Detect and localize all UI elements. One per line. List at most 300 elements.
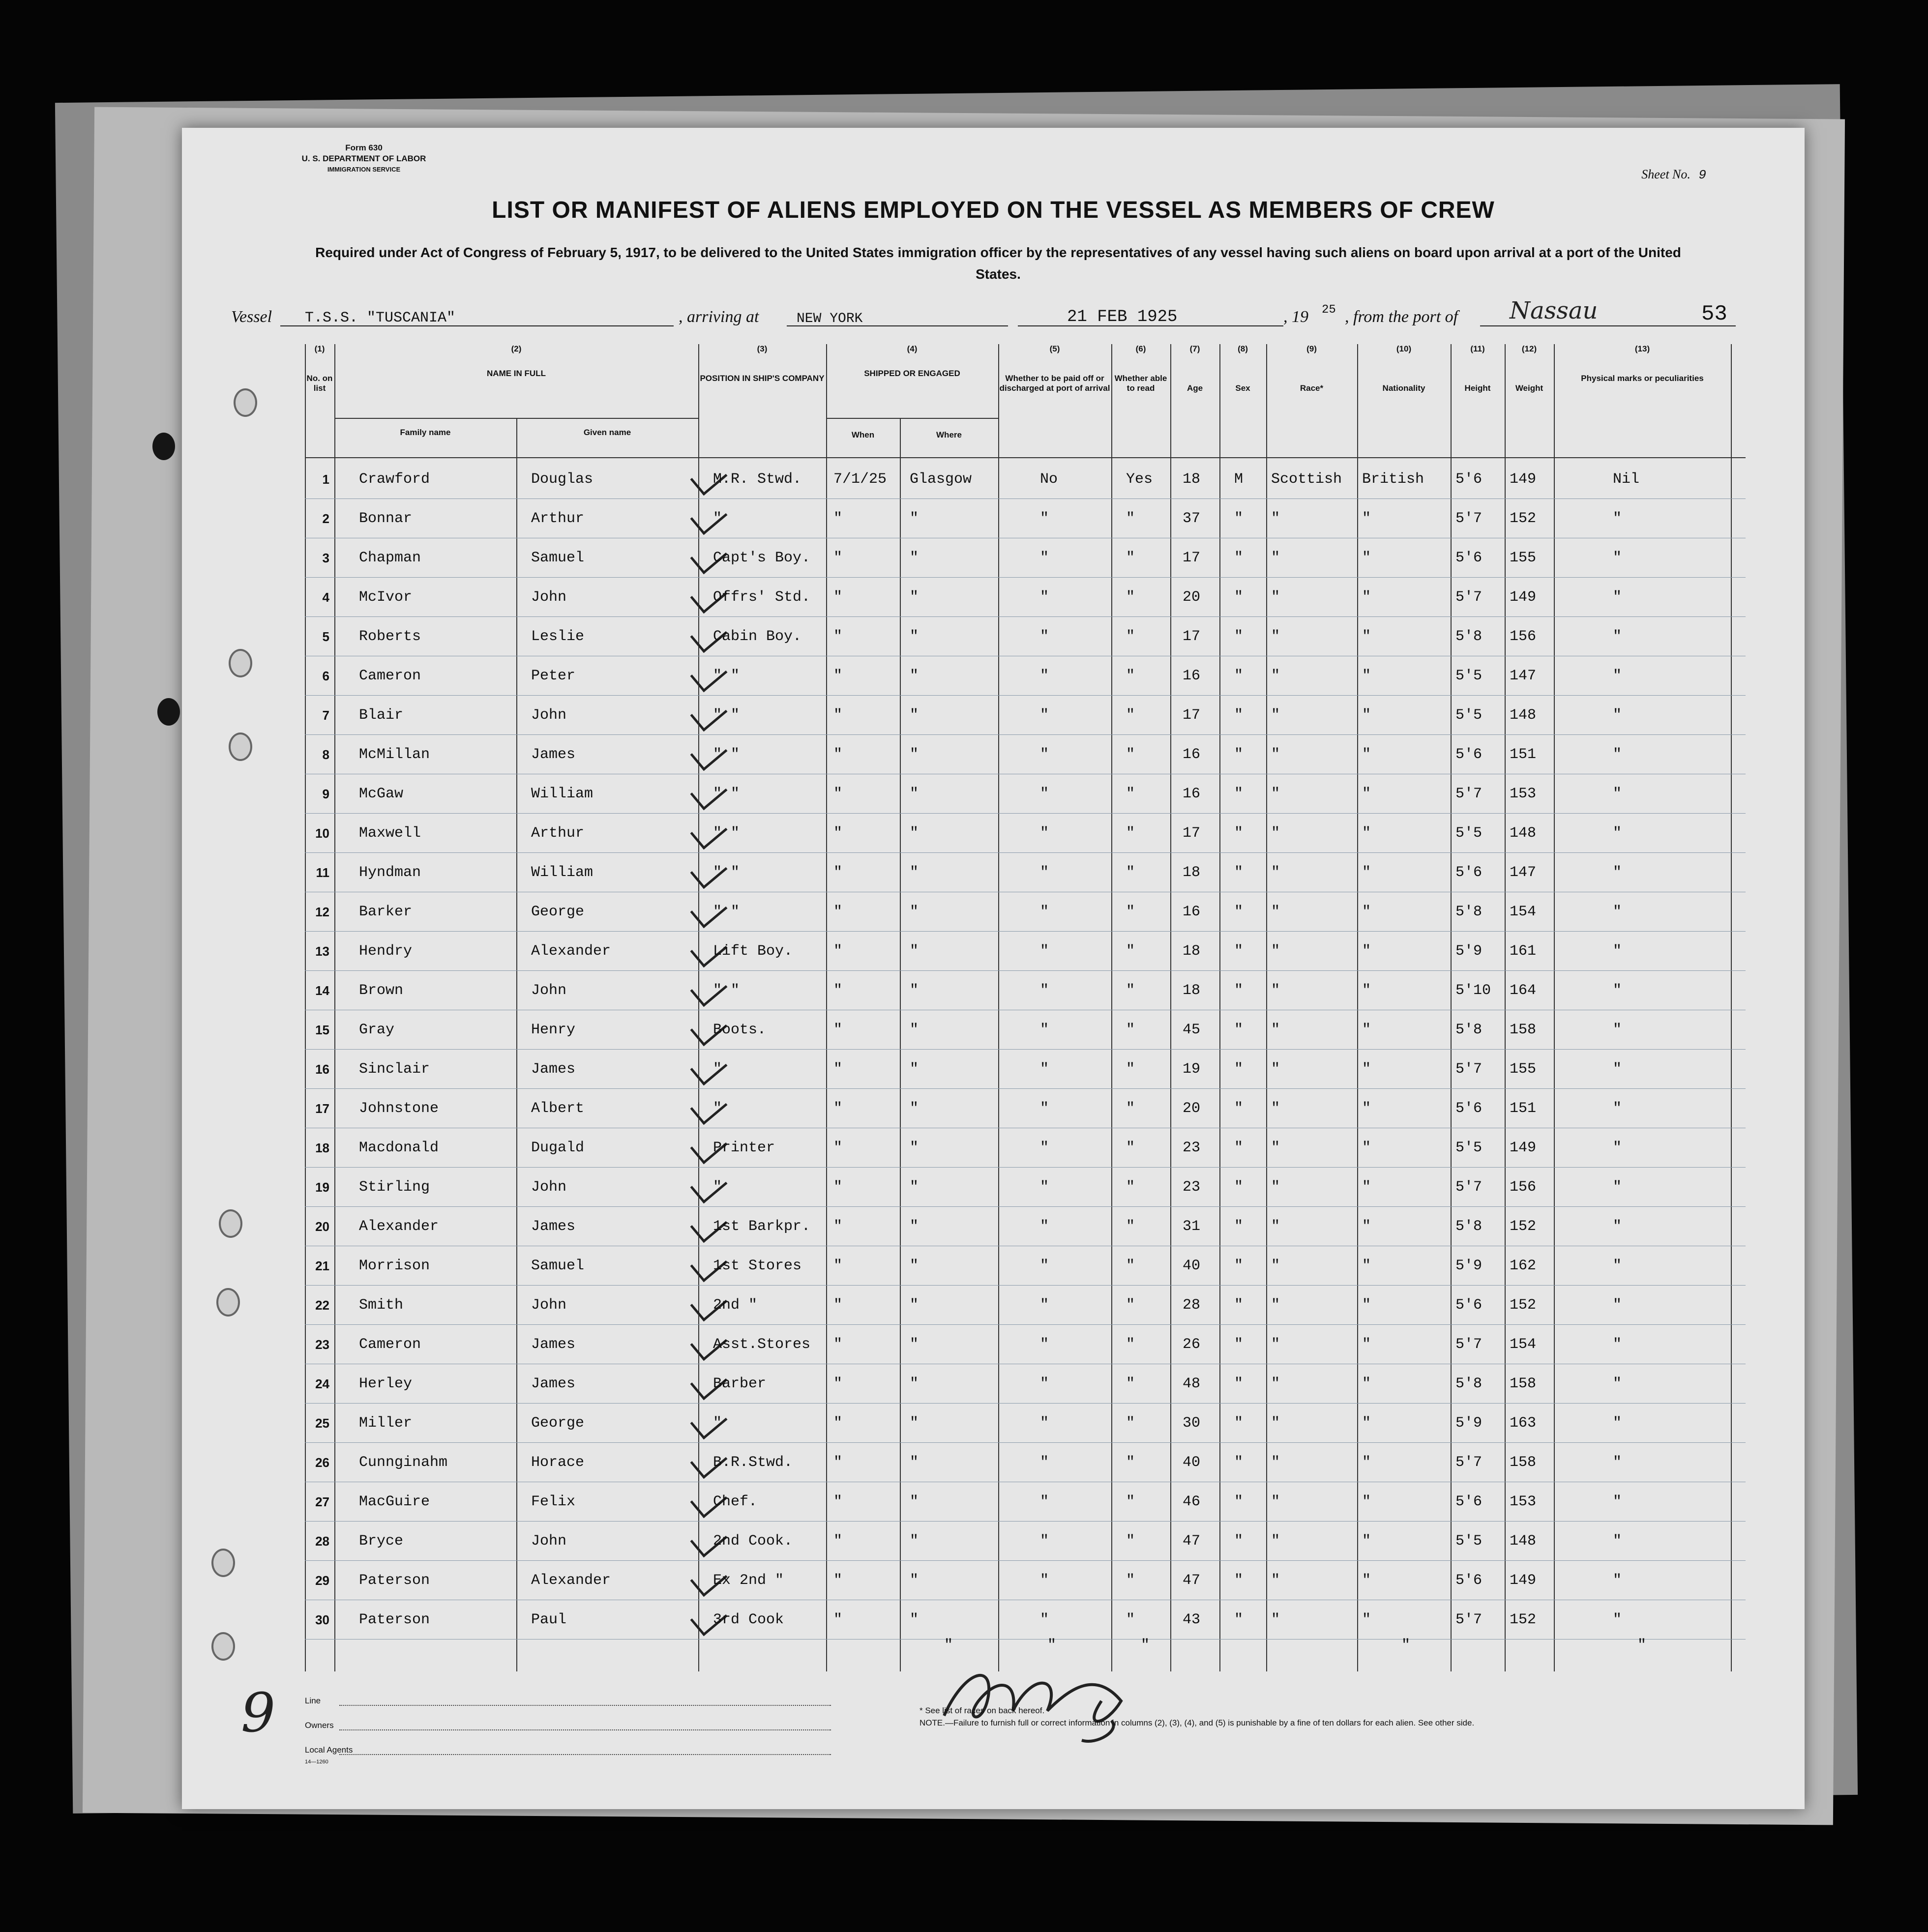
agents-label: Local Agents: [305, 1745, 353, 1755]
shipped-when: ": [833, 1179, 843, 1196]
sex: ": [1234, 1572, 1244, 1589]
paid-off: ": [1040, 1218, 1049, 1235]
weight: 149: [1510, 1140, 1537, 1156]
sex: ": [1234, 1376, 1244, 1392]
weight: 158: [1510, 1454, 1537, 1471]
header-rule: [305, 457, 1746, 458]
sex: ": [1234, 589, 1244, 606]
given-name: Samuel: [531, 550, 585, 566]
able-to-read: ": [1126, 1140, 1135, 1156]
physical-marks: ": [1613, 786, 1622, 802]
given-name: Felix: [531, 1493, 576, 1510]
column-rule: [1111, 344, 1112, 1671]
vessel-name: T.S.S. "TUSCANIA": [305, 310, 456, 326]
shipped-when: ": [833, 1493, 843, 1510]
punch-hole: [229, 649, 252, 677]
weight: 147: [1510, 668, 1537, 684]
age: 31: [1183, 1218, 1201, 1235]
row-number: 18: [315, 1141, 329, 1155]
family-name: MacGuire: [359, 1493, 430, 1510]
shipped-where: ": [910, 982, 919, 999]
shipped-where: ": [910, 1100, 919, 1117]
col-where-header: Where: [936, 430, 962, 439]
nationality: ": [1362, 825, 1371, 842]
family-name: Paterson: [359, 1572, 430, 1589]
weight: 155: [1510, 550, 1537, 566]
given-name: James: [531, 746, 576, 763]
family-name: Hyndman: [359, 864, 421, 881]
nationality: British: [1362, 471, 1424, 488]
shipped-where: ": [910, 1336, 919, 1353]
able-to-read: ": [1126, 1336, 1135, 1353]
nationality: ": [1362, 668, 1371, 684]
family-name: Barker: [359, 904, 413, 920]
family-name: Crawford: [359, 471, 430, 488]
sex: ": [1234, 1061, 1244, 1078]
position: ": [713, 1179, 722, 1196]
nationality: ": [1362, 1533, 1371, 1550]
sex: ": [1234, 1297, 1244, 1314]
physical-marks: ": [1613, 510, 1622, 527]
punch-hole: [229, 732, 252, 761]
height: 5'5: [1455, 1533, 1483, 1550]
nationality: ": [1362, 1179, 1371, 1196]
column-rule: [334, 344, 335, 1671]
age: 16: [1183, 746, 1201, 763]
weight: 148: [1510, 707, 1537, 724]
position: 1st Stores: [713, 1258, 802, 1274]
position: " ": [713, 668, 740, 684]
age: 18: [1183, 471, 1201, 488]
height: 5'7: [1455, 1061, 1483, 1078]
race: ": [1271, 707, 1280, 724]
shipped-when: ": [833, 1061, 843, 1078]
paid-off: ": [1040, 786, 1049, 802]
able-to-read: Yes: [1126, 471, 1153, 488]
paid-off: ": [1040, 1611, 1049, 1628]
weight: 154: [1510, 1336, 1537, 1353]
race: ": [1271, 1218, 1280, 1235]
form-header: [295, 143, 433, 175]
shipped-when: ": [833, 1533, 843, 1550]
given-name: John: [531, 1179, 567, 1196]
shipped-when: ": [833, 786, 843, 802]
physical-marks: ": [1613, 589, 1622, 606]
height: 5'7: [1455, 786, 1483, 802]
physical-marks: ": [1613, 628, 1622, 645]
year-suffix: 25: [1322, 303, 1336, 317]
position: M.R. Stwd.: [713, 471, 802, 488]
sex: ": [1234, 1336, 1244, 1353]
weight: 151: [1510, 1100, 1537, 1117]
race: ": [1271, 550, 1280, 566]
able-to-read: ": [1126, 510, 1135, 527]
shipped-where: ": [910, 707, 919, 724]
family-name: Brown: [359, 982, 404, 999]
checkmark-icon: [690, 1089, 728, 1125]
paid-off: ": [1040, 1415, 1049, 1432]
height: 5'8: [1455, 1218, 1483, 1235]
race: ": [1271, 1533, 1280, 1550]
weight: 154: [1510, 904, 1537, 920]
nationality: ": [1362, 1297, 1371, 1314]
able-to-read: ": [1126, 1179, 1135, 1196]
sex: ": [1234, 668, 1244, 684]
row-number: 25: [315, 1416, 329, 1431]
column-rule: [1505, 344, 1506, 1671]
shipped-where: ": [910, 1218, 919, 1235]
height: 5'7: [1455, 589, 1483, 606]
height: 5'9: [1455, 1258, 1483, 1274]
weight: 163: [1510, 1415, 1537, 1432]
race: ": [1271, 1297, 1280, 1314]
family-name: Miller: [359, 1415, 413, 1432]
page-number: 53: [1701, 302, 1727, 326]
sex: ": [1234, 1140, 1244, 1156]
position: " ": [713, 786, 740, 802]
sheet-label: Sheet No.: [1641, 167, 1691, 181]
able-to-read: ": [1126, 628, 1135, 645]
row-number: 28: [315, 1534, 329, 1549]
from-label: , from the port of: [1345, 308, 1458, 326]
height: 5'6: [1455, 1100, 1483, 1117]
paid-off: ": [1040, 1454, 1049, 1471]
nationality: ": [1362, 1258, 1371, 1274]
underline: [1480, 325, 1736, 326]
weight: 151: [1510, 746, 1537, 763]
given-name: John: [531, 982, 567, 999]
vessel-label: Vessel: [231, 308, 272, 326]
physical-marks: ": [1613, 1258, 1622, 1274]
weight: 156: [1510, 1179, 1537, 1196]
given-name: Dugald: [531, 1140, 585, 1156]
col-weight-header: (12) Weight: [1515, 344, 1543, 393]
given-name: Henry: [531, 1022, 576, 1038]
race: ": [1271, 1179, 1280, 1196]
age: 37: [1183, 510, 1201, 527]
row-rule: [305, 577, 1746, 578]
race: ": [1271, 1376, 1280, 1392]
position: ": [713, 1061, 722, 1078]
physical-marks: Nil: [1613, 471, 1640, 488]
col-when-header: When: [851, 430, 875, 439]
shipped-when: ": [833, 746, 843, 763]
row-rule: [305, 852, 1746, 853]
nationality: ": [1362, 943, 1371, 960]
family-name: Sinclair: [359, 1061, 430, 1078]
physical-marks: ": [1613, 1100, 1622, 1117]
height: 5'6: [1455, 471, 1483, 488]
shipped-when: ": [833, 864, 843, 881]
shipped-where: ": [910, 1297, 919, 1314]
header-rule: [334, 418, 698, 419]
sex: M: [1234, 471, 1244, 488]
physical-marks: ": [1613, 825, 1622, 842]
age: 19: [1183, 1061, 1201, 1078]
arriving-port: NEW YORK: [797, 311, 863, 326]
age: 16: [1183, 786, 1201, 802]
able-to-read: ": [1126, 786, 1135, 802]
weight: 152: [1510, 510, 1537, 527]
given-name: James: [531, 1336, 576, 1353]
given-name: William: [531, 786, 593, 802]
shipped-where: Glasgow: [910, 471, 972, 488]
row-number: 5: [322, 629, 329, 644]
sex: ": [1234, 1100, 1244, 1117]
weight: 156: [1510, 628, 1537, 645]
race: ": [1271, 943, 1280, 960]
physical-marks: ": [1613, 1415, 1622, 1432]
row-rule: [305, 1285, 1746, 1286]
family-name: McGaw: [359, 786, 404, 802]
position: B.R.Stwd.: [713, 1454, 793, 1471]
ditto-mark: ": [944, 1637, 953, 1654]
shipped-where: ": [910, 904, 919, 920]
owners-field: [339, 1729, 831, 1730]
given-name: John: [531, 1297, 567, 1314]
shipped-where: ": [910, 746, 919, 763]
nationality: ": [1362, 864, 1371, 881]
paid-off: ": [1040, 550, 1049, 566]
page-title: LIST OR MANIFEST OF ALIENS EMPLOYED ON THE VESSEL AS MEMBERS OF CREW: [492, 197, 1495, 223]
weight: 161: [1510, 943, 1537, 960]
paid-off: ": [1040, 1258, 1049, 1274]
race: ": [1271, 1611, 1280, 1628]
given-name: Alexander: [531, 1572, 611, 1589]
able-to-read: ": [1126, 589, 1135, 606]
physical-marks: ": [1613, 943, 1622, 960]
physical-marks: ": [1613, 904, 1622, 920]
row-number: 10: [315, 826, 329, 841]
race: ": [1271, 1493, 1280, 1510]
race: ": [1271, 1336, 1280, 1353]
given-name: John: [531, 589, 567, 606]
shipped-when: ": [833, 1376, 843, 1392]
age: 26: [1183, 1336, 1201, 1353]
service: IMMIGRATION SERVICE: [327, 166, 401, 173]
age: 17: [1183, 707, 1201, 724]
row-number: 29: [315, 1573, 329, 1588]
sex: ": [1234, 943, 1244, 960]
column-rule: [900, 418, 901, 1671]
agents-field: [339, 1754, 831, 1755]
physical-marks: ": [1613, 982, 1622, 999]
race: ": [1271, 786, 1280, 802]
family-name: Cameron: [359, 1336, 421, 1353]
given-name: John: [531, 707, 567, 724]
age: 30: [1183, 1415, 1201, 1432]
age: 16: [1183, 668, 1201, 684]
able-to-read: ": [1126, 1533, 1135, 1550]
position: Capt's Boy.: [713, 550, 811, 566]
weight: 153: [1510, 1493, 1537, 1510]
line-label: Line: [305, 1696, 321, 1705]
position: Boots.: [713, 1022, 767, 1038]
checkmark-icon: [690, 1168, 728, 1203]
shipped-where: ": [910, 786, 919, 802]
paid-off: ": [1040, 1376, 1049, 1392]
race: ": [1271, 510, 1280, 527]
shipped-where: ": [910, 1061, 919, 1078]
height: 5'9: [1455, 1415, 1483, 1432]
able-to-read: ": [1126, 904, 1135, 920]
sex: ": [1234, 1611, 1244, 1628]
row-number: 30: [315, 1612, 329, 1627]
able-to-read: ": [1126, 1376, 1135, 1392]
punch-hole: [211, 1632, 235, 1661]
physical-marks: ": [1613, 550, 1622, 566]
sex: ": [1234, 1179, 1244, 1196]
weight: 158: [1510, 1022, 1537, 1038]
given-name: Peter: [531, 668, 576, 684]
department: U. S. DEPARTMENT OF LABOR: [301, 154, 426, 163]
family-name: Morrison: [359, 1258, 430, 1274]
age: 20: [1183, 1100, 1201, 1117]
vessel-line: [231, 297, 1755, 329]
position: " ": [713, 707, 740, 724]
punch-hole: [211, 1549, 235, 1577]
shipped-where: ": [910, 1454, 919, 1471]
position: Chef.: [713, 1493, 758, 1510]
given-name: Douglas: [531, 471, 593, 488]
height: 5'8: [1455, 628, 1483, 645]
height: 5'7: [1455, 510, 1483, 527]
paid-off: ": [1040, 864, 1049, 881]
col-name-header: (2) NAME IN FULL: [487, 344, 546, 378]
paid-off: ": [1040, 668, 1049, 684]
weight: 152: [1510, 1218, 1537, 1235]
shipped-when: ": [833, 1100, 843, 1117]
race: ": [1271, 1140, 1280, 1156]
nationality: ": [1362, 1493, 1371, 1510]
paid-off: ": [1040, 1572, 1049, 1589]
shipped-when: ": [833, 1611, 843, 1628]
position: Ex 2nd ": [713, 1572, 784, 1589]
height: 5'5: [1455, 707, 1483, 724]
column-rule: [516, 418, 517, 1671]
position: 2nd ": [713, 1297, 758, 1314]
age: 45: [1183, 1022, 1201, 1038]
able-to-read: ": [1126, 1022, 1135, 1038]
race: ": [1271, 1415, 1280, 1432]
able-to-read: ": [1126, 746, 1135, 763]
row-rule: [305, 813, 1746, 814]
ditto-mark: ": [1637, 1637, 1647, 1654]
race: ": [1271, 1454, 1280, 1471]
row-rule: [305, 931, 1746, 932]
column-rule: [998, 344, 999, 1671]
height: 5'5: [1455, 1140, 1483, 1156]
column-rule: [1731, 344, 1732, 1671]
sex: ": [1234, 982, 1244, 999]
age: 40: [1183, 1258, 1201, 1274]
age: 47: [1183, 1572, 1201, 1589]
height: 5'7: [1455, 1611, 1483, 1628]
row-number: 14: [315, 983, 329, 998]
row-number: 26: [315, 1455, 329, 1470]
position: " ": [713, 904, 740, 920]
height: 5'7: [1455, 1179, 1483, 1196]
crew-table: [305, 344, 1746, 1671]
age: 16: [1183, 904, 1201, 920]
shipped-when: ": [833, 1297, 843, 1314]
shipped-when: ": [833, 1415, 843, 1432]
paid-off: ": [1040, 1179, 1049, 1196]
height: 5'8: [1455, 1022, 1483, 1038]
paid-off: ": [1040, 510, 1049, 527]
height: 5'6: [1455, 1572, 1483, 1589]
row-number: 27: [315, 1494, 329, 1509]
shipped-when: 7/1/25: [833, 471, 887, 488]
physical-marks: ": [1613, 1297, 1622, 1314]
family-name: Chapman: [359, 550, 421, 566]
race: ": [1271, 589, 1280, 606]
race: ": [1271, 746, 1280, 763]
shipped-where: ": [910, 1179, 919, 1196]
paid-off: No: [1040, 471, 1058, 488]
age: 46: [1183, 1493, 1201, 1510]
nationality: ": [1362, 746, 1371, 763]
family-name: McMillan: [359, 746, 430, 763]
age: 23: [1183, 1140, 1201, 1156]
shipped-where: ": [910, 628, 919, 645]
shipped-where: ": [910, 668, 919, 684]
race: ": [1271, 1258, 1280, 1274]
height: 5'10: [1455, 982, 1491, 999]
race: ": [1271, 864, 1280, 881]
punch-hole: [219, 1209, 242, 1238]
column-rule: [1554, 344, 1555, 1671]
row-rule: [305, 498, 1746, 499]
punch-hole: [234, 388, 257, 417]
sex: ": [1234, 510, 1244, 527]
shipped-where: ": [910, 864, 919, 881]
position: Asst.Stores: [713, 1336, 811, 1353]
nationality: ": [1362, 628, 1371, 645]
given-name: William: [531, 864, 593, 881]
row-number: 15: [315, 1023, 329, 1037]
age: 18: [1183, 982, 1201, 999]
shipped-when: ": [833, 510, 843, 527]
race: ": [1271, 1100, 1280, 1117]
sex: ": [1234, 1218, 1244, 1235]
position: 3rd Cook: [713, 1611, 784, 1628]
race: ": [1271, 982, 1280, 999]
shipped-where: ": [910, 1376, 919, 1392]
family-name: Herley: [359, 1376, 413, 1392]
shipped-when: ": [833, 668, 843, 684]
physical-marks: ": [1613, 1493, 1622, 1510]
able-to-read: ": [1126, 1454, 1135, 1471]
height: 5'8: [1455, 1376, 1483, 1392]
shipped-when: ": [833, 982, 843, 999]
family-name: Hendry: [359, 943, 413, 960]
races-note: * See list of races on back hereof.: [920, 1706, 1045, 1715]
paid-off: ": [1040, 1533, 1049, 1550]
row-rule: [305, 1324, 1746, 1325]
page-subtitle: Required under Act of Congress of February 5, 1917, to be delivered to the United States immigration officer by the representatives of any vessel having such aliens on board upon arrival at a port of the United States.: [315, 245, 1681, 282]
physical-marks: ": [1613, 1611, 1622, 1628]
row-rule: [305, 970, 1746, 971]
family-name: Blair: [359, 707, 404, 724]
weight: 149: [1510, 1572, 1537, 1589]
col-given-header: Given name: [583, 428, 631, 437]
ditto-mark: ": [1141, 1637, 1150, 1654]
given-name: John: [531, 1533, 567, 1550]
position: ": [713, 510, 722, 527]
paid-off: ": [1040, 1061, 1049, 1078]
row-number: 13: [315, 944, 329, 959]
